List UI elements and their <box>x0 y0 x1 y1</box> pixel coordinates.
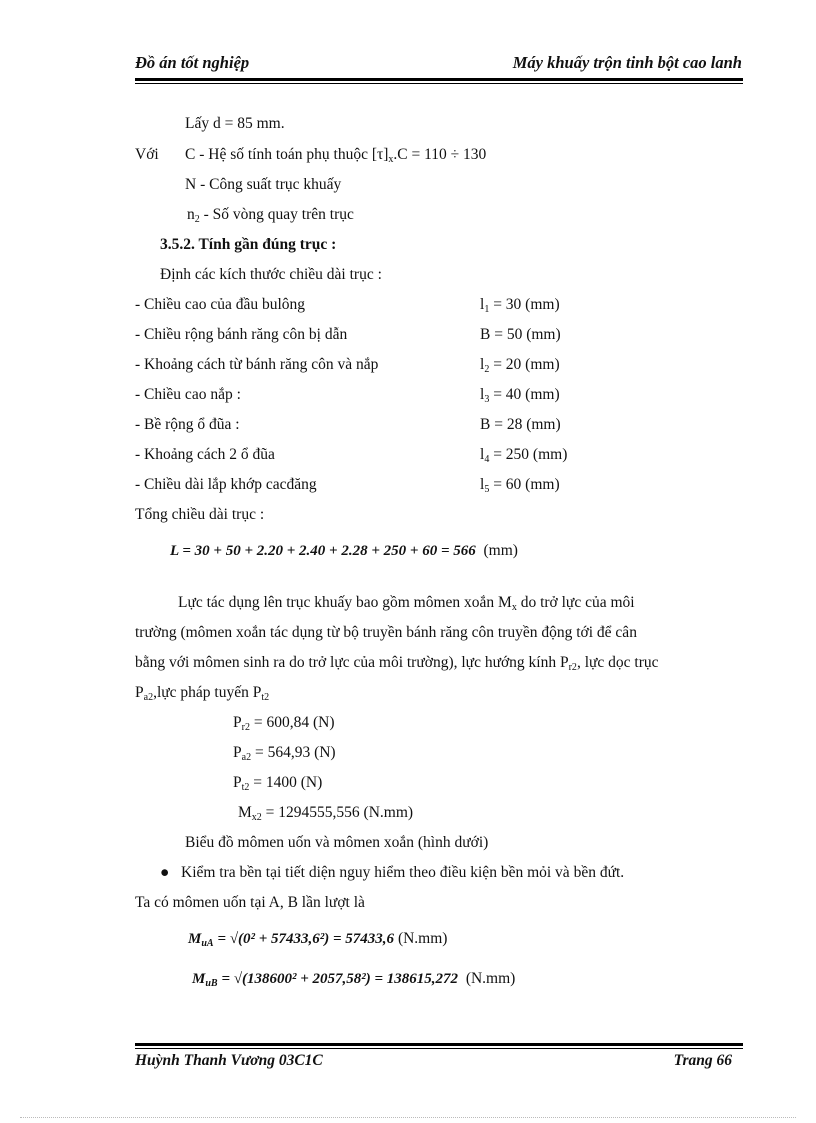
line-n2: $n_2$ - Số vòng quay trên trục <box>187 206 354 225</box>
force-value: $M_{x2} = 1294555,556$ (N.mm) <box>238 804 414 823</box>
dimension-label: - Bề rộng ổ đũa : <box>135 416 240 433</box>
line-c: C - Hệ số tính toán phụ thuộc $[\tau]_x.C = 110 \div 130$ <box>185 146 487 165</box>
dimension-value: B = 50 (mm) <box>480 326 561 343</box>
bullet-dot-icon: ● <box>160 864 170 881</box>
footer-rule-thin <box>135 1048 743 1049</box>
dimension-value: $l_1 = 30$ (mm) <box>480 296 560 315</box>
dimension-label: - Khoảng cách từ bánh răng côn và nắp <box>135 356 379 373</box>
section-title: 3.5.2. Tính gần đúng trục : <box>160 236 337 253</box>
dimension-value: $l_3 = 40$ (mm) <box>480 386 560 405</box>
dimension-value: $l_5 = 60$ (mm) <box>480 476 560 495</box>
page-bottom-dotted-line <box>20 1117 796 1118</box>
force-value: $P_{r2} = 600,84$ (N) <box>233 714 335 733</box>
intro-line: Định các kích thước chiều dài trục : <box>160 266 382 283</box>
dimension-value: B = 28 (mm) <box>480 416 561 433</box>
bullet-line: ● Kiểm tra bền tại tiết diện nguy hiểm theo điều kiện bền mỏi và bền đứt. <box>160 864 625 881</box>
para-line-3: bằng với mômen sinh ra do trở lực của môi trường), lực hướng kính $P_{r2}$, lực dọc trục <box>135 654 659 673</box>
dimension-value: $l_4 = 250$ (mm) <box>480 446 568 465</box>
diagram-caption: Biểu đồ mômen uốn và mômen xoắn (hình dưới) <box>185 834 489 851</box>
para-line-2: trường (mômen xoắn tác dụng từ bộ truyền bánh răng côn truyền động tới để cân <box>135 624 637 641</box>
line-n: N - Công suất trục khuấy <box>185 176 342 193</box>
dimension-label: - Chiều cao nắp : <box>135 386 241 403</box>
para-line-1: Lực tác dụng lên trục khuấy bao gồm mômen xoắn $M_x$ do trở lực của môi <box>178 594 635 613</box>
dimension-label: - Chiều dài lắp khớp cacđăng <box>135 476 317 493</box>
header-rule-thin <box>135 83 743 84</box>
dimension-value: $l_2 = 20$ (mm) <box>480 356 560 375</box>
header-left: Đồ án tốt nghiệp <box>135 53 250 72</box>
line-d: Lấy d = 85 mm. <box>185 115 285 132</box>
dimension-label: - Chiều rộng bánh răng côn bị dẫn <box>135 326 348 343</box>
footer-rule <box>135 1043 743 1046</box>
force-value: $P_{a2} = 564,93$ (N) <box>233 744 336 763</box>
total-equation: L = 30 + 50 + 2.20 + 2.40 + 2.28 + 250 + 60 = 566 (mm) <box>170 542 518 559</box>
equation-a: $M_{uA} = √(0^2 + 57433,6^2) = 57433,6$ (N.mm) <box>188 930 448 949</box>
moment-intro: Ta có mômen uốn tại A, B lần lượt là <box>135 894 365 911</box>
dimension-label: - Chiều cao của đầu bulông <box>135 296 306 313</box>
total-label: Tổng chiều dài trục : <box>135 506 265 523</box>
force-value: $P_{t2} = 1400$ (N) <box>233 774 323 793</box>
header-rule <box>135 78 743 81</box>
para-line-4: $P_{a2},lực$ pháp tuyến $P_{t2}$ <box>135 684 270 703</box>
equation-b: $M_{uB} = √(138600^2 + 2057,58^2) = 138615,272$ (N.mm) <box>192 970 516 989</box>
footer-left: Huỳnh Thanh Vương 03C1C <box>135 1052 323 1069</box>
line-voi: Với <box>135 146 159 163</box>
footer-right: Trang 66 <box>673 1052 732 1069</box>
dimension-label: - Khoảng cách 2 ổ đũa <box>135 446 275 463</box>
header-right: Máy khuấy trộn tinh bột cao lanh <box>512 53 742 72</box>
